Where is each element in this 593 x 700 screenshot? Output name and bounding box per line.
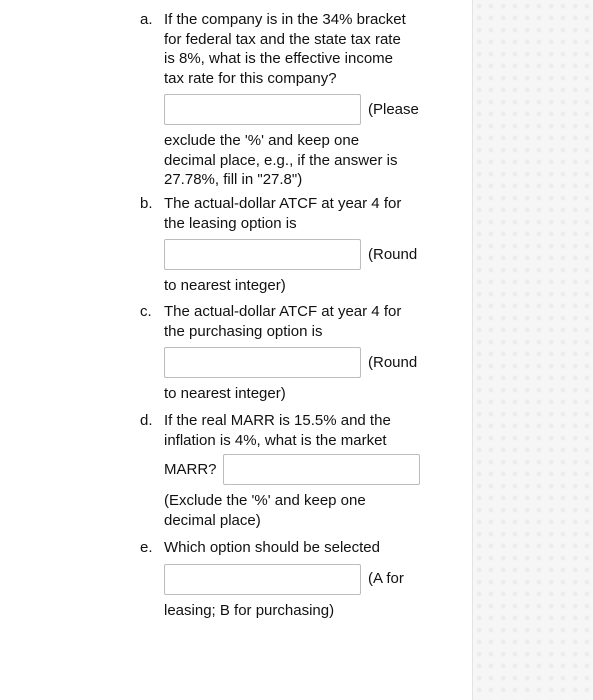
- question-c-box-suffix: (Round: [368, 353, 418, 371]
- question-b: [140, 194, 440, 296]
- question-d: [140, 411, 440, 530]
- question-c-letter: c.: [140, 303, 152, 320]
- question-a-note-line-2: decimal place, e.g., if the answer is: [164, 151, 398, 169]
- question-a-note-line-1: exclude the '%' and keep one: [164, 132, 360, 149]
- answer-input-e[interactable]: [164, 564, 361, 595]
- question-c-text-line-1: The actual-dollar ATCF at year 4 for: [164, 303, 402, 320]
- question-b-letter: b.: [140, 195, 153, 212]
- question-a-note-line-3: 27.78%, fill in "27.8"): [164, 171, 303, 188]
- question-c-text-line-2: the purchasing option is: [164, 322, 323, 340]
- question-d-note-line-1: (Exclude the '%' and keep one: [164, 492, 366, 509]
- question-b-box-suffix: (Round: [368, 245, 418, 263]
- question-e-note-line-1: leasing; B for purchasing): [164, 601, 335, 619]
- question-d-text-line-2: inflation is 4%, what is the market: [164, 431, 387, 449]
- question-a-text-line-2: for federal tax and the state tax rate: [164, 30, 401, 48]
- question-e-text-line-1: Which option should be selected: [164, 539, 380, 556]
- question-d-note-line-2: decimal place): [164, 511, 261, 529]
- question-e: [140, 538, 440, 620]
- question-a-box-suffix: (Please: [368, 100, 419, 118]
- question-b-note-line-1: to nearest integer): [164, 277, 286, 294]
- question-b-text-line-2: the leasing option is: [164, 214, 297, 232]
- question-d-box-prefix: MARR?: [164, 460, 217, 478]
- question-e-box-suffix: (A for: [368, 570, 404, 588]
- question-a-letter: a.: [140, 11, 153, 28]
- question-a-text-line-3: is 8%, what is the effective income: [164, 50, 393, 67]
- answer-input-d[interactable]: [223, 454, 420, 485]
- side-background-pattern: [473, 0, 593, 700]
- question-e-letter: e.: [140, 539, 153, 556]
- answer-input-a[interactable]: [164, 94, 361, 125]
- question-c-note-line-1: to nearest integer): [164, 385, 286, 402]
- question-d-text-line-1: If the real MARR is 15.5% and the: [164, 412, 391, 429]
- question-a: [140, 10, 440, 190]
- question-b-text-line-1: The actual-dollar ATCF at year 4 for: [164, 195, 402, 212]
- answer-input-c[interactable]: [164, 347, 361, 378]
- question-d-letter: d.: [140, 412, 153, 429]
- question-c: [140, 302, 440, 404]
- answer-input-b[interactable]: [164, 239, 361, 270]
- question-a-text-line-4: tax rate for this company?: [164, 69, 337, 87]
- question-a-text-line-1: If the company is in the 34% bracket: [164, 11, 406, 28]
